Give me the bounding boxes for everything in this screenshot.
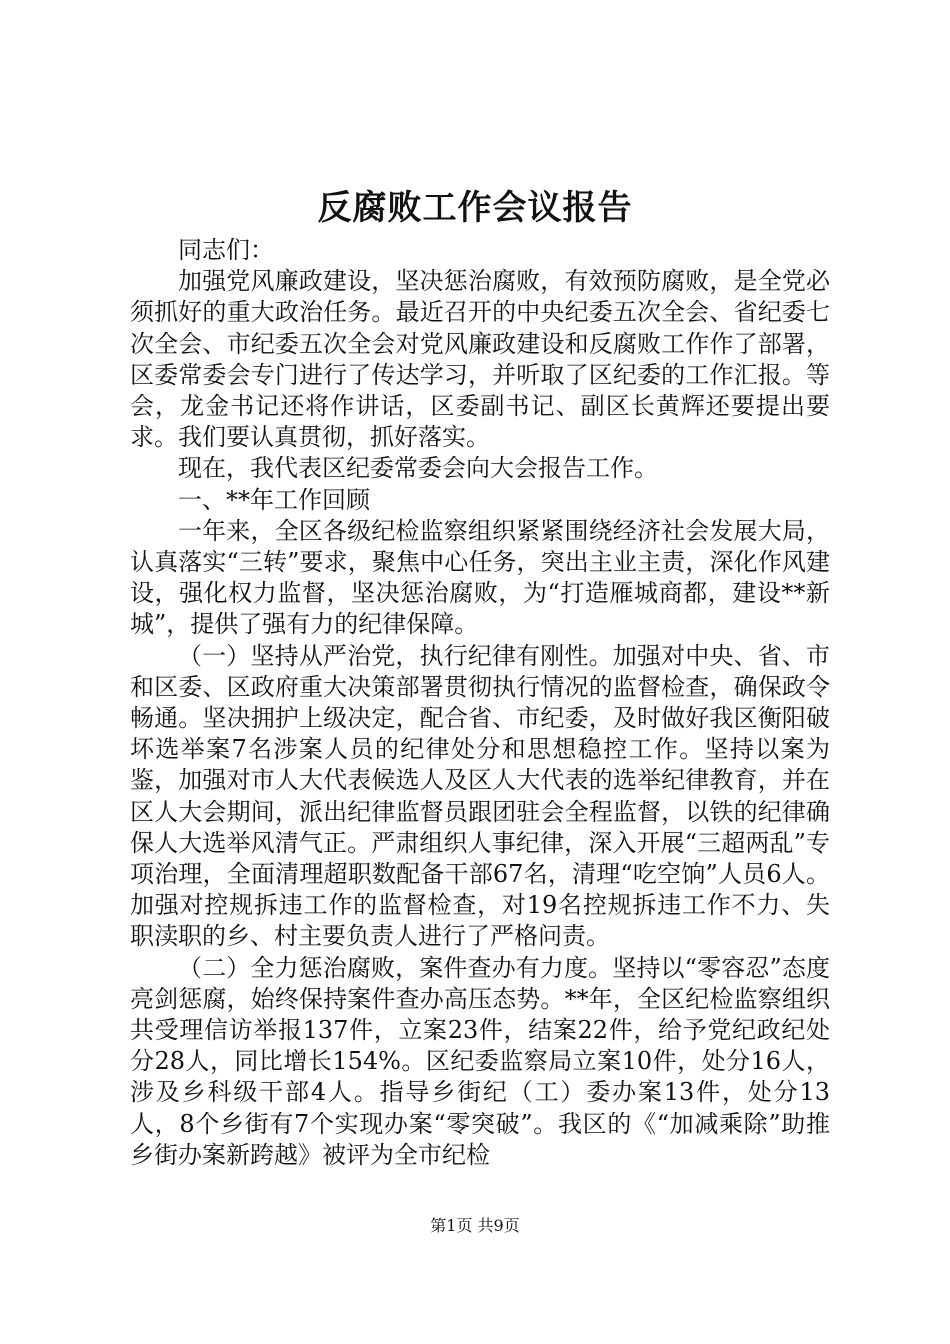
salutation: 同志们： bbox=[178, 236, 274, 264]
section-heading-review: 一、**年工作回顾 bbox=[178, 485, 370, 514]
page-indicator: 第1页 共9页 bbox=[430, 1216, 520, 1235]
paragraph-overview: 一年来，全区各级纪检监察组织紧紧围绕经济社会发展大局，认真落实“三转”要求，聚焦中心任务，突出主业主责，深化作风建设，强化权力监督，坚决惩治腐败，为“打造雁城商都，建设**新城”，提供了强有力的纪律保障。 bbox=[130, 516, 830, 639]
paragraph-point-one: （一）坚持从严治党，执行纪律有刚性。加强对中央、省、市和区委、区政府重大决策部署贯彻执行情况的监督检查，确保政令畅通。坚决拥护上级决定，配合省、市纪委，及时做好我区衡阳破坏选举案7名涉案人员的纪律处分和思想稳控工作。坚持以案为鉴，加强对市人大代表候选人及区人大代表的选举纪律教育，并在区人大会期间，派出纪律监督员跟团驻会全程监督，以铁的纪律确保人大选举风清气正。严肃组织人事纪律，深入开展“三超两乱”专项治理，全面清理超职数配备干部67名，清理“吃空饷”人员6人。加强对控规拆违工作的监督检查，对19名控规拆违工作不力、失职渎职的乡、村主要负责人进行了严格问责。 bbox=[130, 641, 830, 951]
document-body bbox=[130, 235, 830, 1171]
document-title: 反腐败工作会议报告 bbox=[317, 188, 633, 228]
paragraph-report-statement: 现在，我代表区纪委常委会向大会报告工作。 bbox=[178, 454, 658, 483]
paragraph-intro: 加强党风廉政建设，坚决惩治腐败，有效预防腐败，是全党必须抓好的重大政治任务。最近召开的中央纪委五次全会、省纪委七次全会、市纪委五次全会对党风廉政建设和反腐败工作作了部署，区委常委会专门进行了传达学习，并听取了区纪委的工作汇报。等会，龙金书记还将作讲话，区委副书记、副区长黄辉还要提出要求。我们要认真贯彻，抓好落实。 bbox=[130, 267, 830, 452]
paragraph-point-two: （二）全力惩治腐败，案件查办有力度。坚持以“零容忍”态度亮剑惩腐，始终保持案件查办高压态势。**年，全区纪检监察组织共受理信访举报137件，立案23件，结案22件，给予党纪政纪处分28人，同比增长154%。区纪委监察局立案10件，处分16人，涉及乡科级干部4人。指导乡街纪（工）委办案13件，处分13人，8个乡街有7个实现办案“零突破”。我区的《“加减乘除”助推乡街办案新跨越》被评为全市纪检 bbox=[130, 953, 830, 1169]
